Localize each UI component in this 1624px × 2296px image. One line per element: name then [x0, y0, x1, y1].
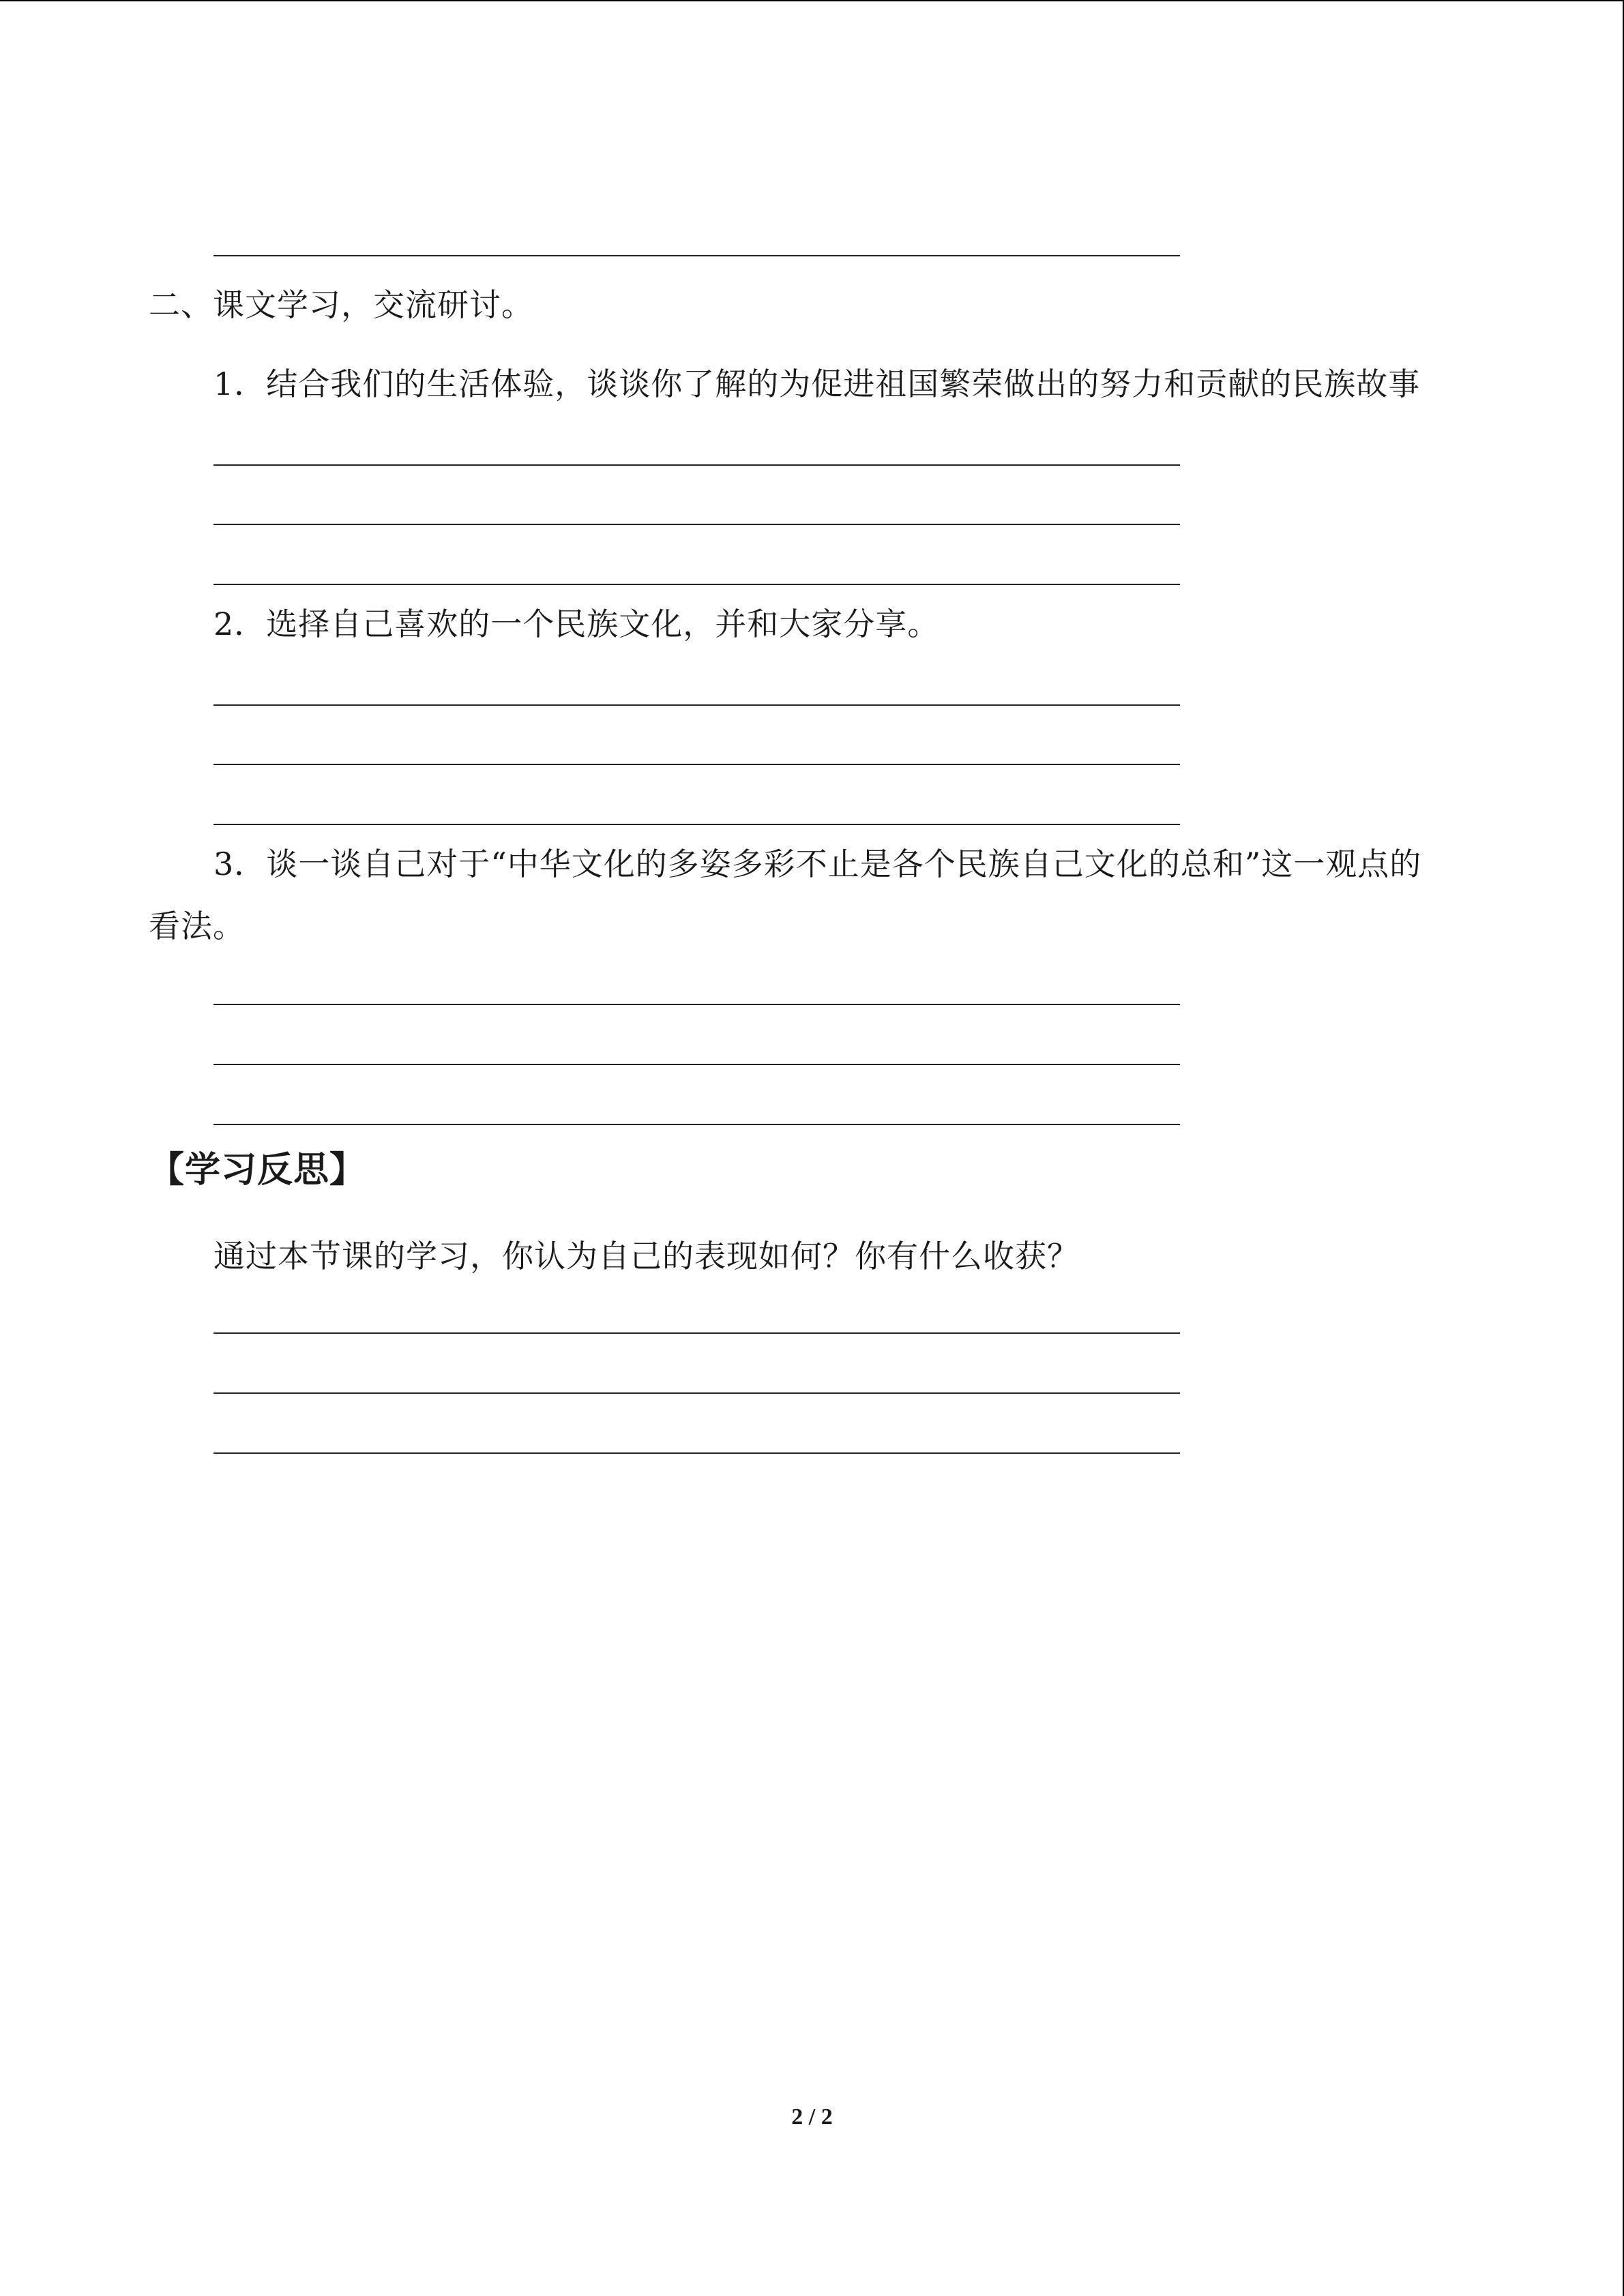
- answer-line[interactable]: [213, 464, 1180, 466]
- answer-line[interactable]: [213, 1004, 1180, 1005]
- reflection-heading: 【学习反思】: [149, 1150, 366, 1191]
- page-top-border: [0, 0, 1623, 1]
- answer-line[interactable]: [213, 1452, 1180, 1454]
- answer-line[interactable]: [213, 764, 1180, 765]
- answer-line[interactable]: [213, 1332, 1180, 1334]
- answer-line[interactable]: [213, 255, 1180, 256]
- answer-line[interactable]: [213, 584, 1180, 585]
- answer-line[interactable]: [213, 1392, 1180, 1394]
- question-3-line-1: 3．谈一谈自己对于“中华文化的多姿多彩不止是各个民族自己文化的总和”这一观点的: [213, 846, 1422, 882]
- page-number: 2 / 2: [791, 2104, 833, 2130]
- answer-line[interactable]: [213, 824, 1180, 825]
- question-2: 2．选择自己喜欢的一个民族文化，并和大家分享。: [213, 606, 940, 642]
- question-3-line-2: 看法。: [149, 908, 245, 944]
- answer-line[interactable]: [213, 1064, 1180, 1065]
- answer-line[interactable]: [213, 524, 1180, 525]
- question-1: 1．结合我们的生活体验，谈谈你了解的为促进祖国繁荣做出的努力和贡献的民族故事: [213, 366, 1421, 402]
- answer-line[interactable]: [213, 704, 1180, 706]
- reflection-prompt: 通过本节课的学习，你认为自己的表现如何？你有什么收获？: [213, 1238, 1079, 1274]
- answer-line[interactable]: [213, 1124, 1180, 1125]
- section-two-title: 二、课文学习，交流研讨。: [149, 286, 533, 323]
